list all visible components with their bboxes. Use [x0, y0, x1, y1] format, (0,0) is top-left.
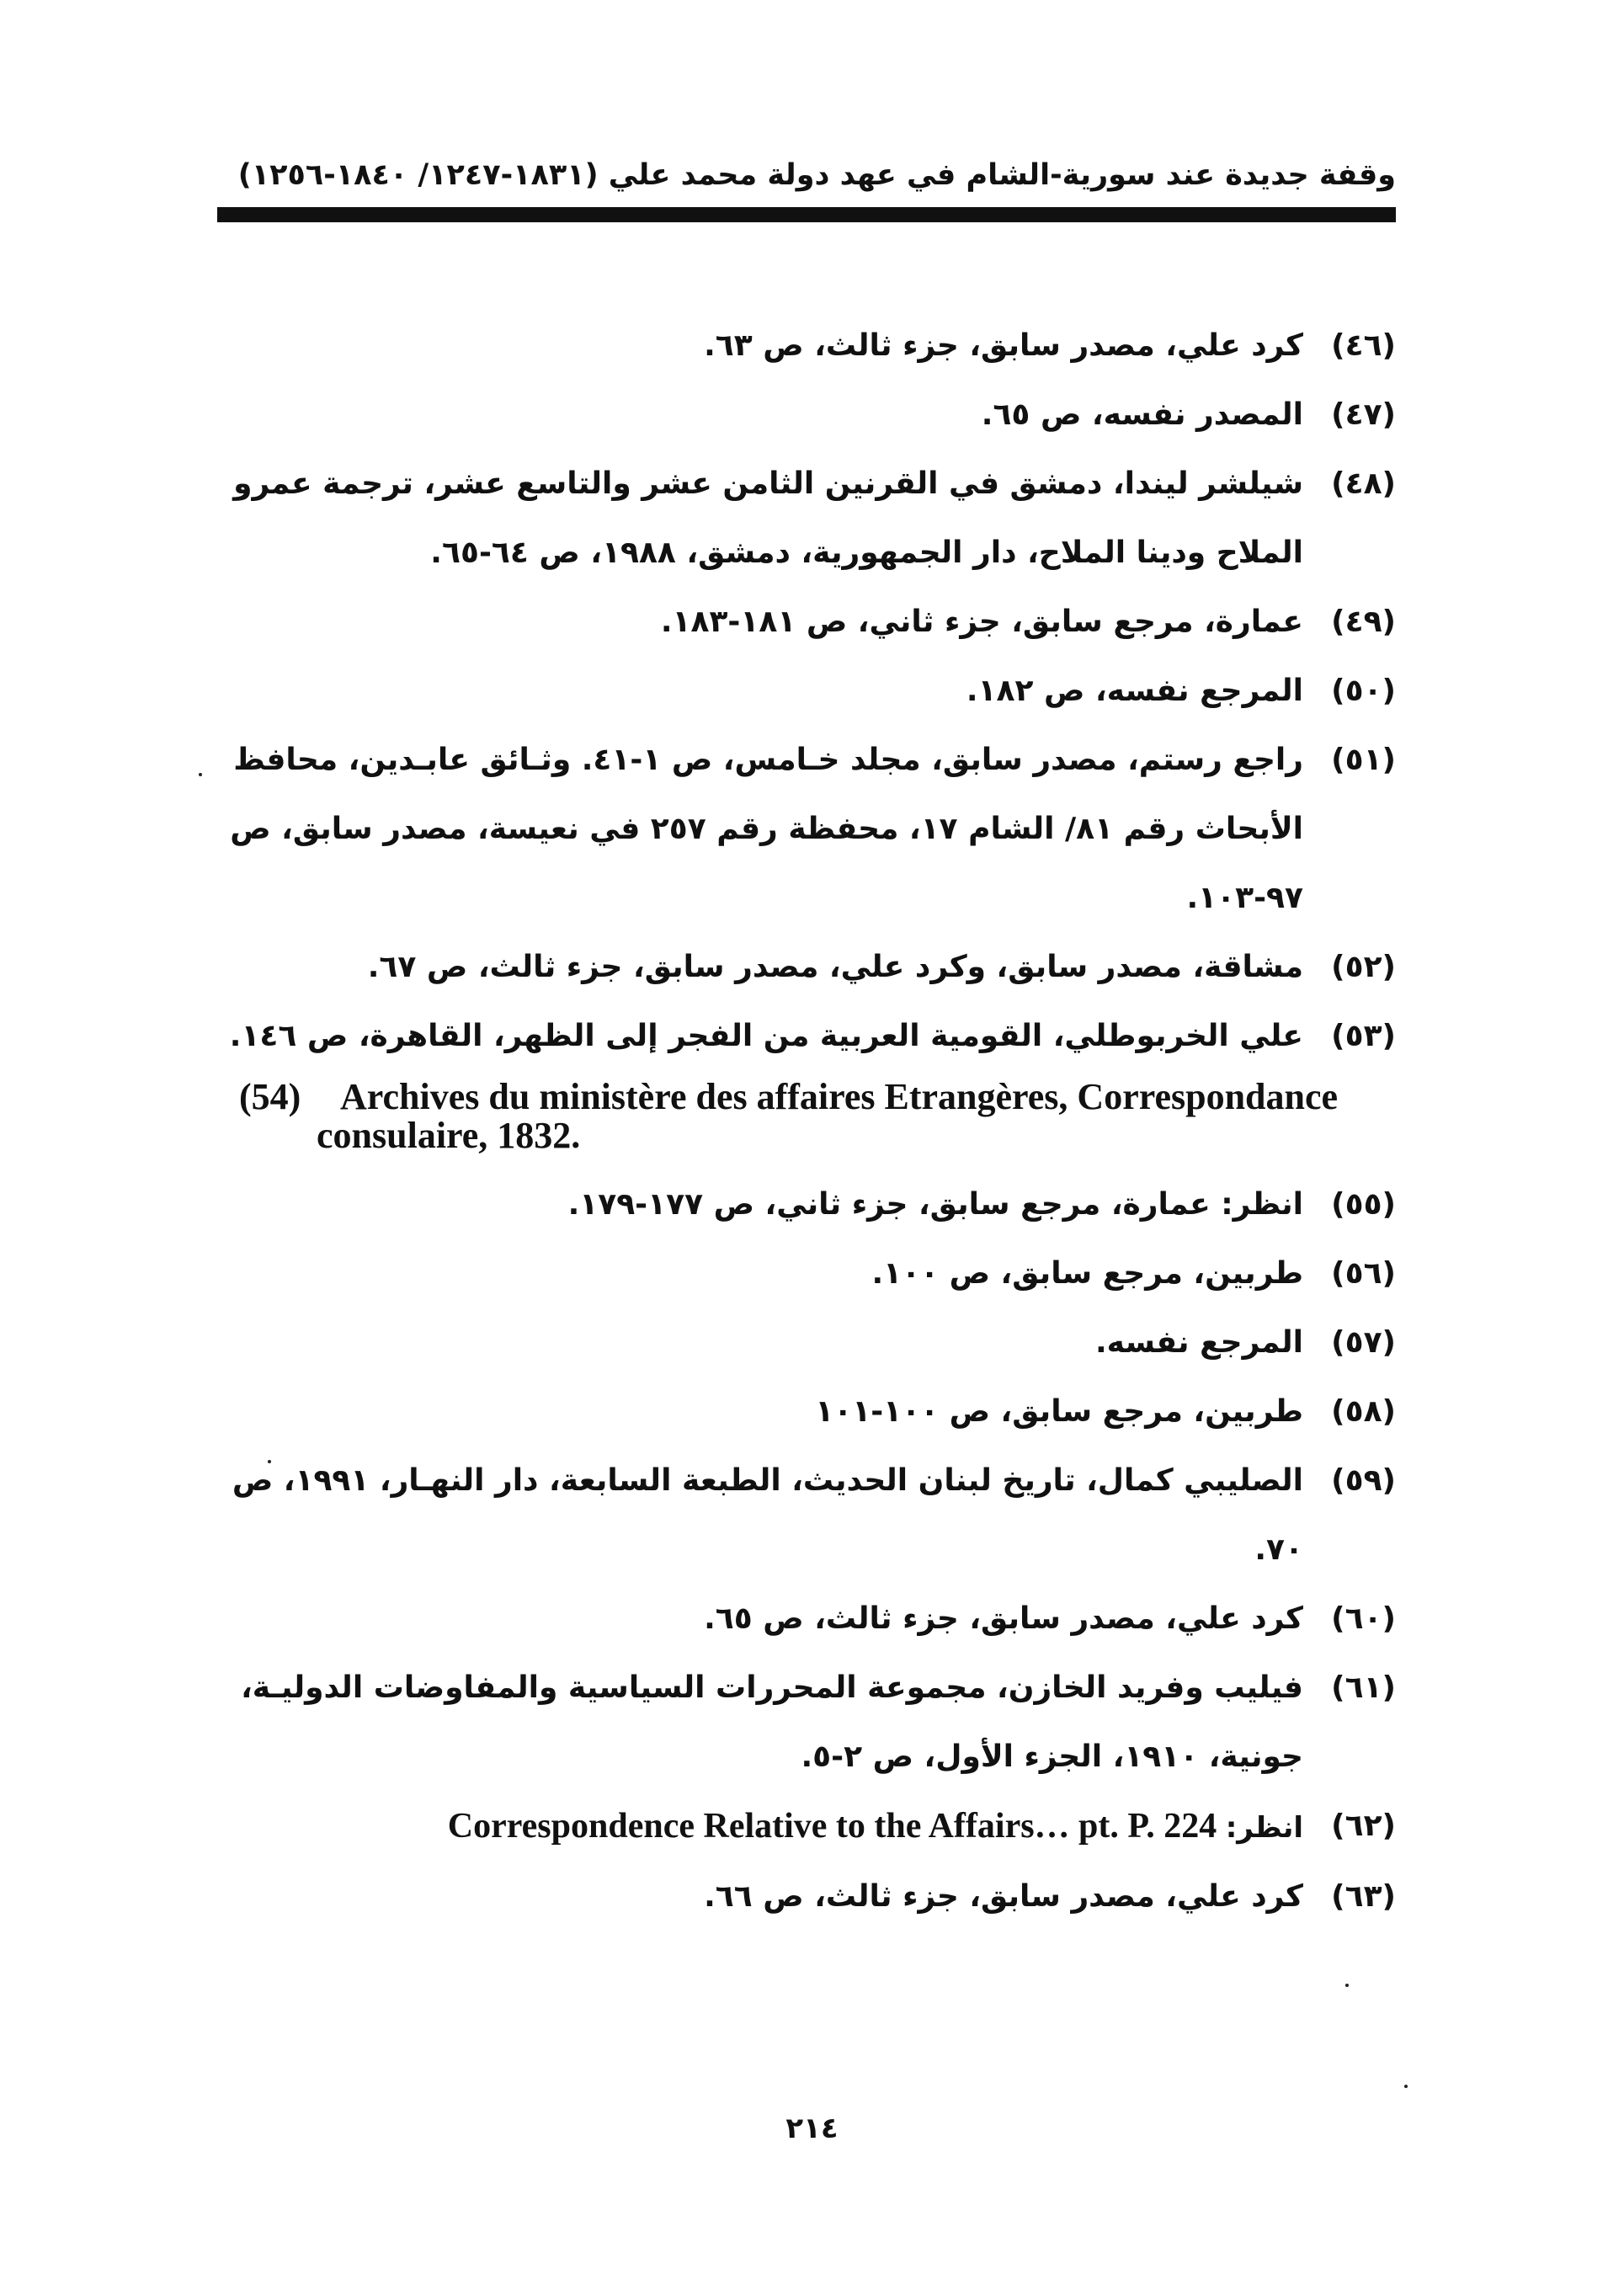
note-53 — [217, 1002, 1396, 1071]
note-number: (٦١) — [1331, 1670, 1396, 1705]
endnotes-list — [217, 312, 1396, 1931]
note-text: مشاقة، مصدر سابق، وكرد علي، مصدر سابق، جزء ثالث، ص ٦٧. — [367, 950, 1303, 984]
note-number: (٤٩) — [1331, 605, 1396, 639]
note-text: انظر: عمارة، مرجع سابق، جزء ثاني، ص ١٧٧-١٧٩. — [567, 1187, 1303, 1222]
note-47 — [217, 381, 1396, 450]
scan-speck — [1404, 2085, 1408, 2088]
note-49 — [217, 588, 1396, 657]
note-text: المصدر نفسه، ص ٦٥. — [981, 397, 1303, 432]
note-number: (٦٣) — [1331, 1879, 1396, 1914]
note-number: (٥٩) — [1331, 1463, 1396, 1498]
note-reference: Correspondence Relative to the Affairs… pt. P. 224 — [447, 1807, 1217, 1846]
note-text: كرد علي، مصدر سابق، جزء ثالث، ص ٦٣. — [704, 328, 1303, 363]
note-number: (٤٦) — [1331, 328, 1396, 363]
note-text — [217, 1792, 1303, 1862]
note-text: كرد علي، مصدر سابق، جزء ثالث، ص ٦٦. — [704, 1879, 1303, 1914]
note-number: (٦٢) — [1331, 1809, 1396, 1843]
note-number: (٥٨) — [1331, 1394, 1396, 1429]
note-63 — [217, 1862, 1396, 1931]
scan-speck — [199, 773, 202, 776]
page-number: ٢١٤ — [785, 2112, 839, 2145]
note-52 — [217, 933, 1396, 1002]
note-number: (٥٦) — [1331, 1256, 1396, 1291]
scan-speck — [268, 1460, 271, 1463]
note-number: (٦٠) — [1331, 1601, 1396, 1636]
note-number: (٤٨) — [1331, 466, 1396, 501]
note-59 — [217, 1446, 1396, 1585]
note-number: (٥٣) — [1331, 1019, 1396, 1053]
note-62 — [217, 1792, 1396, 1862]
note-text: عمارة، مرجع سابق، جزء ثاني، ص ١٨١-١٨٣. — [660, 605, 1303, 639]
note-number: (٥٢) — [1331, 950, 1396, 984]
note-60 — [217, 1585, 1396, 1654]
note-54 — [217, 1078, 1396, 1155]
note-text: فيليب وفريد الخازن، مجموعة المحررات السياسية والمفاوضات الدوليـة، جونية، ١٩١٠، الجزء الأول، ص ٢-٥. — [241, 1670, 1303, 1774]
note-57 — [217, 1308, 1396, 1377]
note-55 — [217, 1170, 1396, 1239]
note-number: (٥١) — [1331, 743, 1396, 777]
scan-speck — [1345, 1984, 1349, 1987]
note-number: (٥٥) — [1331, 1187, 1396, 1222]
note-58 — [217, 1377, 1396, 1446]
note-number: (٥٠) — [1331, 674, 1396, 708]
note-46 — [217, 312, 1396, 381]
running-header: وقفة جديدة عند سورية-الشام في عهد دولة محمد علي (١٨٣١-١٢٤٧/ ١٨٤٠-١٢٥٦) — [237, 158, 1396, 192]
header-rule — [217, 207, 1396, 222]
note-text: طربين، مرجع سابق، ص ١٠٠-١٠١ — [815, 1394, 1303, 1429]
note-61 — [217, 1654, 1396, 1792]
note-text: كرد علي، مصدر سابق، جزء ثالث، ص ٦٥. — [704, 1601, 1303, 1636]
note-label: انظر: — [1225, 1811, 1303, 1845]
note-number: (54) — [239, 1076, 301, 1117]
note-number: (٤٧) — [1331, 397, 1396, 432]
note-number: (٥٧) — [1331, 1325, 1396, 1360]
note-text: الصليبي كمال، تاريخ لبنان الحديث، الطبعة السابعة، دار النهـار، ١٩٩١، ص ٧٠. — [232, 1463, 1303, 1567]
note-51 — [217, 726, 1396, 933]
note-50 — [217, 657, 1396, 726]
note-48 — [217, 450, 1396, 588]
note-text: المرجع نفسه. — [1094, 1325, 1303, 1360]
note-text: علي الخربوطلي، القومية العربية من الفجر إلى الظهر، القاهرة، ص ١٤٦. — [229, 1019, 1303, 1053]
note-text: راجع رستم، مصدر سابق، مجلد خـامس، ص ١-٤١. وثـائق عابـدين، محافظ الأبحاث رقم ٨١/ الشام ١٧، محفظة رقم ٢٥٧ في نعيسة، مصدر سابق، ص ٩٧-١٠٣. — [230, 743, 1303, 915]
note-text: المرجع نفسه، ص ١٨٢. — [966, 674, 1303, 708]
note-56 — [217, 1239, 1396, 1308]
note-text: شيلشر ليندا، دمشق في القرنين الثامن عشر والتاسع عشر، ترجمة عمرو الملاح ودينا الملاح، دار الجمهورية، دمشق، ١٩٨٨، ص ٦٤-٦٥. — [233, 466, 1303, 570]
note-text: Archives du ministère des affaires Etrangères, Correspondance — [340, 1076, 1339, 1117]
note-text: طربين، مرجع سابق، ص ١٠٠. — [871, 1256, 1303, 1291]
note-text-continuation: consulaire, 1832. — [317, 1115, 581, 1156]
